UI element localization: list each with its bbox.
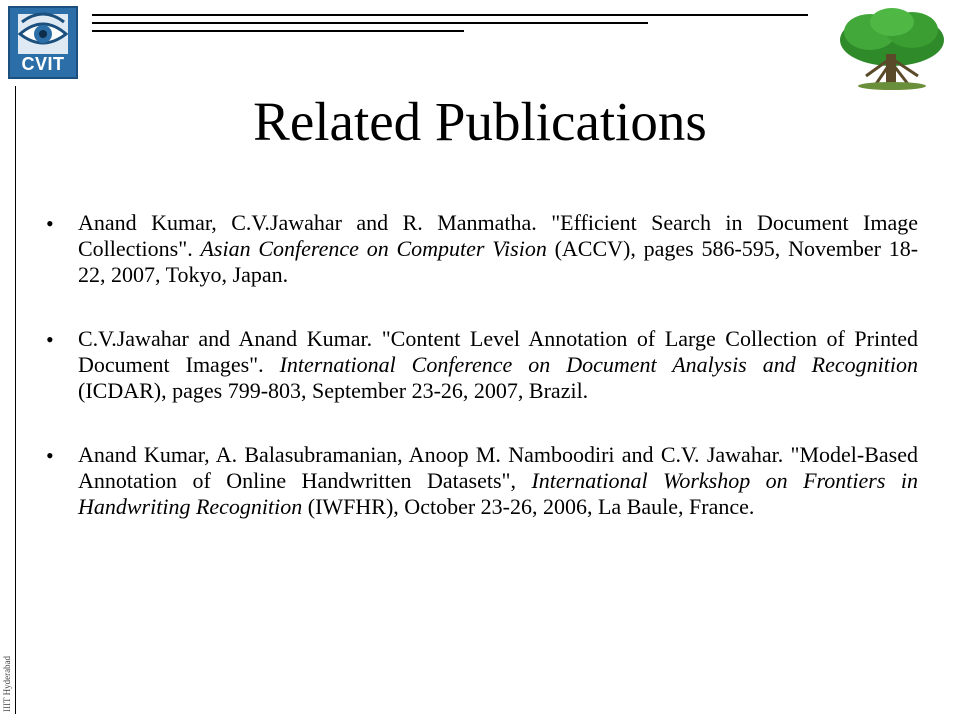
eye-icon — [10, 8, 76, 58]
publication-item — [46, 326, 918, 404]
publication-item — [46, 210, 918, 288]
header-rule-2 — [92, 22, 648, 24]
publication-details: (ICDAR), pages 799-803, September 23-26, 2007, Brazil. — [78, 378, 589, 403]
publication-details: (ACCV), pages 586-595, November 18-22, 2007, Tokyo, Japan. — [78, 236, 919, 287]
publication-venue: International Workshop on Frontiers in Handwriting Recognition — [78, 468, 918, 519]
header-rule-3 — [92, 30, 464, 32]
tree-icon — [836, 6, 948, 92]
publication-list — [46, 210, 918, 558]
publication-text — [78, 442, 918, 520]
publication-details: (IWFHR), October 23-26, 2006, La Baule, France. — [302, 494, 755, 519]
header-rule-1 — [92, 14, 808, 16]
publication-venue: Asian Conference on Computer Vision — [200, 236, 547, 261]
publication-venue: International Conference on Document Analysis and Recognition — [279, 352, 918, 377]
bullet: • — [46, 327, 54, 352]
bullet: • — [46, 443, 54, 468]
page-title: Related Publications — [253, 91, 707, 152]
publication-text — [78, 326, 918, 404]
logo-text: CVIT — [21, 54, 65, 74]
publication-text — [78, 210, 918, 288]
cvit-logo — [8, 6, 78, 79]
publication-item — [46, 442, 918, 520]
left-margin-rule — [15, 86, 16, 714]
publication-citation: C.V.Jawahar and Anand Kumar. "Content Level Annotation of Large Collection of Printed Document Images". — [78, 326, 918, 377]
footer-institution: IIIT Hyderabad — [2, 655, 12, 712]
bullet: • — [46, 211, 54, 236]
publication-citation: Anand Kumar, C.V.Jawahar and R. Manmatha. "Efficient Search in Document Image Collections". — [78, 210, 918, 261]
publication-citation: Anand Kumar, A. Balasubramanian, Anoop M. Namboodiri and C.V. Jawahar. "Model-Based Annotation of Online Handwritten Datasets", — [78, 442, 918, 493]
